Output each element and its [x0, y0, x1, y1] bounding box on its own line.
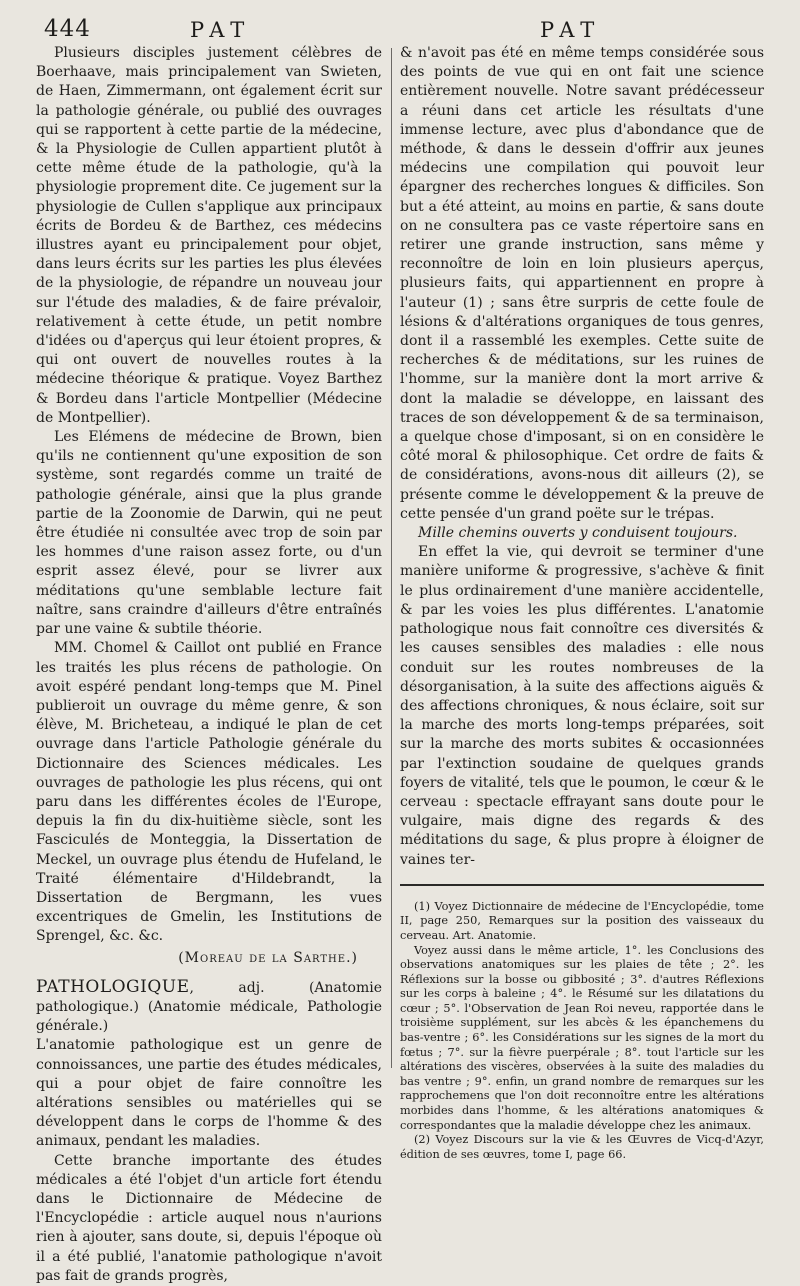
paragraph: MM. Chomel & Caillot ont publié en France les traités les plus récens de pathologie. On avoit espéré pendant long-temps que M. Pinel publieroit un ouvrage du même genre, & son élève, M. Bricheteau, a indiqué le plan de cet ouvrage dans l'article Pathologie générale du Dictionnaire des Sciences médicales. Les ouvrages de pathologie les plus récens, qui ont paru dans les différentes écoles de l'Europe, depuis la fin du dix-huitième siècle, sont les Fasciculés de Monteggia, la Dissertation de Meckel, un ouvrage plus étendu de Hufeland, le Traité élémentaire d'Hildebrandt, la Dissertation de Bergmann, les vues excentriques de Gmelin, les Institutions de Sprengel, &c. &c. [36, 640, 382, 945]
author-signature: (Moreau de la Sarthe.) [178, 949, 358, 966]
paragraph: Les Elémens de médecine de Brown, bien qu'ils ne contiennent qu'une exposition de son système, sont regardés comme un traité de pathologie générale, ainsi que la plus grande partie de la Zoonomie de Darwin, qui ne peut être étudiée ni consultée avec trop de soin par les hommes d'une raison assez forte, ou d'un esprit assez élevé, pour se livrer aux méditations qu'une semblable lecture fait naître, sans craindre d'ailleurs d'être entraînés par une vaine & subtile théorie. [36, 429, 382, 638]
verse-quote: Mille chemins ouverts y conduisent toujours. [418, 525, 738, 542]
running-head-left: PAT [190, 18, 252, 42]
paragraph: & n'avoit pas été en même temps considérée sous des points de vue qui en ont fait une science entièrement nouvelle. Notre savant prédécesseur a réuni dans cet article les résultats d'une immense lecture, avec plus d'abondance que de méthode, & dans le dessein d'offrir aux jeunes médecins une compilation qui pouvoit leur épargner des recherches longues & difficiles. Son but a été atteint, au moins en partie, & sans doute on ne consultera pas ce vaste répertoire sans en retirer une grande instruction, sans même y reconnoître de loin en loin plusieurs aperçus, plusieurs faits, qui appartiennent en propre à l'auteur (1) ; sans être surpris de cette foule de lésions & d'altérations organiques de tous genres, dont il a rassemblé les exemples. Cette suite de recherches & de méditations, sur les ruines de l'homme, sur la manière dont la mort arrive & dont la maladie se développe, en laissant des traces de son développement & de sa terminaison, a quelque chose d'imposant, si on en considère le côté moral & philosophique. Cet ordre de faits & de considérations, avons-nous dit ailleurs (2), se présente comme le développement & la preuve de cette pensée d'un grand poëte sur le trépas. [400, 45, 764, 522]
page-header [0, 12, 800, 42]
paragraph: En effet la vie, qui devroit se terminer d'une manière uniforme & progressive, s'achève & finit le plus ordinairement d'une manière accidentelle, & par les voies les plus différentes. L'anatomie pathologique nous fait connoître ces diversités & les causes sensibles des maladies : elle nous conduit sur les routes nombreuses de la désorganisation, à la suite des affections aiguës & des affections chroniques, & nous éclaire, soit sur la marche des morts long-temps préparées, soit sur la marche des morts subites & occasionnées par l'extinction soudaine de quelques grands foyers de vitalité, tels que le poumon, le cœur & le cerveau : spectacle effrayant sans doute pour le vulgaire, mais digne des regards & des méditations du sage, & plus propre à éloigner de vaines ter- [400, 544, 764, 868]
paragraph: L'anatomie pathologique est un genre de connoissances, une partie des études médicales, qui a pour objet de faire connoître les altérations sensibles ou matérielles qui se développent dans le corps de l'homme & des animaux, pendant les maladies. [36, 1037, 382, 1150]
paragraph: Plusieurs disciples justement célèbres de Boerhaave, mais principalement van Swieten, de Haen, Zimmermann, ont également écrit sur la pathologie générale, ou publié des ouvrages qui se rapportent à cette partie de la médecine, & la Physiologie de Cullen appartient plutôt à cette même étude de la pathologie, qu'à la physiologie proprement dite. Ce jugement sur la physiologie de Cullen s'applique aux principaux écrits de Bordeu & de Barthez, ces médecins illustres ayant eu principalement pour objet, dans leurs écrits sur les parties les plus élevées de la physiologie, de répandre un nouveau jour sur l'étude des maladies, & de faire prévaloir, relativement à cette étude, un petit nombre d'idées ou d'aperçus qui leur étoient propres, & qui ont ouvert de nouvelles routes à la médecine théorique & pratique. Voyez Barthez & Bordeu dans l'article Montpellier (Médecine de Montpellier). [36, 45, 382, 426]
running-head-right: PAT [540, 18, 602, 42]
entry-headword: PATHOLOGIQUE [36, 976, 190, 997]
footnote: (2) Voyez Discours sur la vie & les Œuvres de Vicq-d'Azyr, édition de ses œuvres, tome I, page 66. [400, 1133, 764, 1161]
entry-heading [36, 978, 382, 1037]
right-column [400, 44, 764, 1162]
footnote-rule [400, 884, 764, 886]
footnotes [400, 900, 764, 1163]
column-divider [391, 48, 392, 1068]
paragraph: Cette branche importante des études médicales a été l'objet d'un article fort étendu dans le Dictionnaire de Médecine de l'Encyclopédie : article auquel nous n'aurions rien à ajouter, sans doute, si, depuis l'époque où il a été publié, l'anatomie pathologique n'avoit pas fait de grands progrès, [36, 1152, 382, 1284]
page-number: 444 [44, 16, 91, 42]
entry-subtitle: , adj. (Anatomie pathologique.) (Anatomie médicale, Pathologie générale.) [36, 979, 382, 1035]
footnote: Voyez aussi dans le même article, 1°. les Conclusions des observations anatomiques sur les plaies de tête ; 2°. les Réflexions sur la bosse ou gibbosité ; 3°. d'autres Réflexions sur les corps à baleine ; 4°. le Résumé sur les dilatations du cœur ; 5°. l'Observation de Jean Roi neveu, rapportée dans le troisième supplément, sur les abcès & les épanchemens du bas-ventre ; 6°. les Considérations sur les signes de la mort du fœtus ; 7°. sur la fièvre puerpérale ; 8°. tout l'article sur les altérations des viscères, observées à la suite des maladies du bas ventre ; 9°. enfin, un grand nombre de remarques sur les rapprochemens que l'on doit reconnoître entre les altérations morbides dans l'homme, & les altérations anatomiques & correspondantes que la maladie développe chez les animaux. [400, 943, 764, 1132]
footnote: (1) Voyez Dictionnaire de médecine de l'Encyclopédie, tome II, page 250, Remarques sur la position des vaisseaux du cerveau. Art. Anatomie. [400, 899, 764, 942]
left-column [36, 44, 382, 1286]
